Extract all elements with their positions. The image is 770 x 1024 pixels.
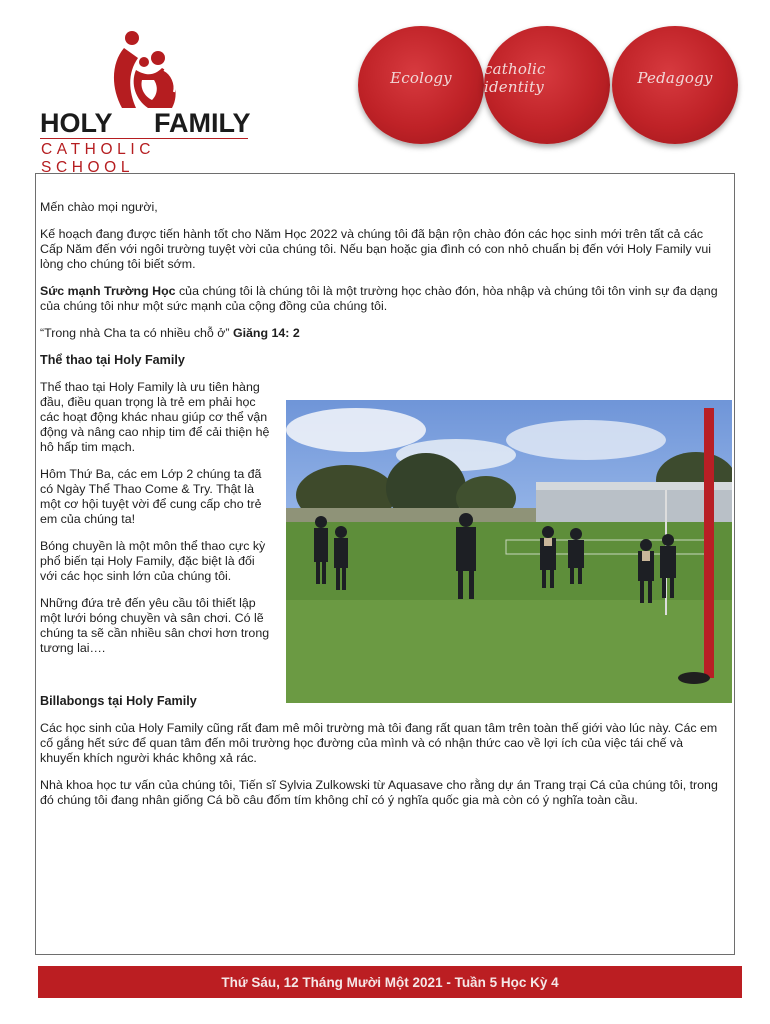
logo-text-catholic-school: CATHOLIC SCHOOL	[41, 141, 156, 176]
ecology-label: Ecology	[390, 69, 452, 87]
sport-paragraph-2: Hôm Thứ Ba, các em Lớp 2 chúng ta đã có Ngày Thể Thao Come & Try. Thật là một cơ hội tuyệt vời để cung cấp cho trẻ em của chúng ta!	[40, 467, 262, 526]
catholic-identity-label: catholic identity	[484, 60, 546, 96]
bible-quote	[40, 326, 720, 341]
newsletter-body	[40, 200, 720, 820]
billabongs-paragraph-1: Các học sinh của Holy Family cũng rất đam mê môi trường mà tôi đang rất quan tâm trên toàn thế giới vào lúc này. Các em cố gắng hết sức để quan tâm đến môi trường học đường của mình và có nhận thức cao về lợi ích của việc tái chế và khuyến khích người khác không xả rác.	[40, 721, 718, 765]
catholic-identity-circle[interactable]	[484, 26, 610, 144]
school-logo	[38, 28, 253, 176]
bible-quote-text: “Trong nhà Cha ta có nhiều chỗ ở”	[40, 326, 233, 340]
school-strength-text: của chúng tôi là chúng tôi là một trường học chào đón, hòa nhập và chúng tôi tôn vinh sự đa dạng của chúng tôi như một sức mạnh của cộng đồng của chúng tôi.	[40, 284, 718, 313]
greeting: Mến chào mọi người,	[40, 200, 158, 214]
billabongs-heading: Billabongs tại Holy Family	[40, 694, 197, 708]
footer-date-bar	[38, 966, 742, 998]
volleyball-scene-image	[286, 400, 732, 703]
ecology-circle[interactable]	[358, 26, 484, 144]
logo-divider	[40, 138, 248, 139]
school-strength-paragraph	[40, 284, 720, 314]
intro-paragraph: Kế hoạch đang được tiến hành tốt cho Năm Học 2022 và chúng tôi đã bận rộn chào đón các học sinh mới trên tất cả các Cấp Năm đến với ngôi trường tuyệt vời của chúng tôi. Nếu bạn hoặc gia đình có con nhỏ chuẩn bị đến với Holy Family vui lòng cho chúng tôi biết sớm.	[40, 227, 712, 271]
sport-heading: Thể thao tại Holy Family	[40, 353, 185, 367]
sport-paragraph-4: Những đứa trẻ đến yêu cầu tôi thiết lập một lưới bóng chuyền và sân chơi. Có lẽ chúng ta sẽ cần nhiều sân chơi hơn trong tương lai….	[40, 596, 270, 655]
pedagogy-label: Pedagogy	[637, 69, 713, 87]
sport-paragraph-3: Bóng chuyền là một môn thể thao cực kỳ phổ biến tại Holy Family, đặc biệt là đối với các học sinh lớn của chúng tôi.	[40, 539, 266, 583]
pedagogy-circle[interactable]	[612, 26, 738, 144]
logo-text-family: FAMILY	[154, 108, 251, 138]
billabongs-paragraph-2: Nhà khoa học tư vấn của chúng tôi, Tiến sĩ Sylvia Zulkowski từ Aquasave cho rằng dự án Trang trại Cá của chúng tôi, trong đó chúng tôi đang nhân giống Cá bồ câu đốm tím không chỉ có ý nghĩa quốc gia mà còn có ý nghĩa toàn cầu.	[40, 778, 718, 807]
sport-paragraph-1: Thể thao tại Holy Family là ưu tiên hàng đầu, điều quan trọng là trẻ em phải học các hoạt động khác nhau giúp cơ thể vận động và nâng cao nhịp tim để cải thiện hệ hô hấp tim mạch.	[40, 380, 270, 454]
logo-text-holy: HOLY	[40, 108, 113, 138]
footer-date-text: Thứ Sáu, 12 Tháng Mười Một 2021 - Tuần 5 Học Kỳ 4	[221, 974, 559, 990]
bible-quote-reference: Giăng 14: 2	[232, 326, 300, 340]
volleyball-photo	[286, 400, 732, 703]
holy-family-emblem-icon	[102, 28, 192, 110]
school-strength-bold: Sức mạnh Trường Học	[40, 284, 176, 298]
